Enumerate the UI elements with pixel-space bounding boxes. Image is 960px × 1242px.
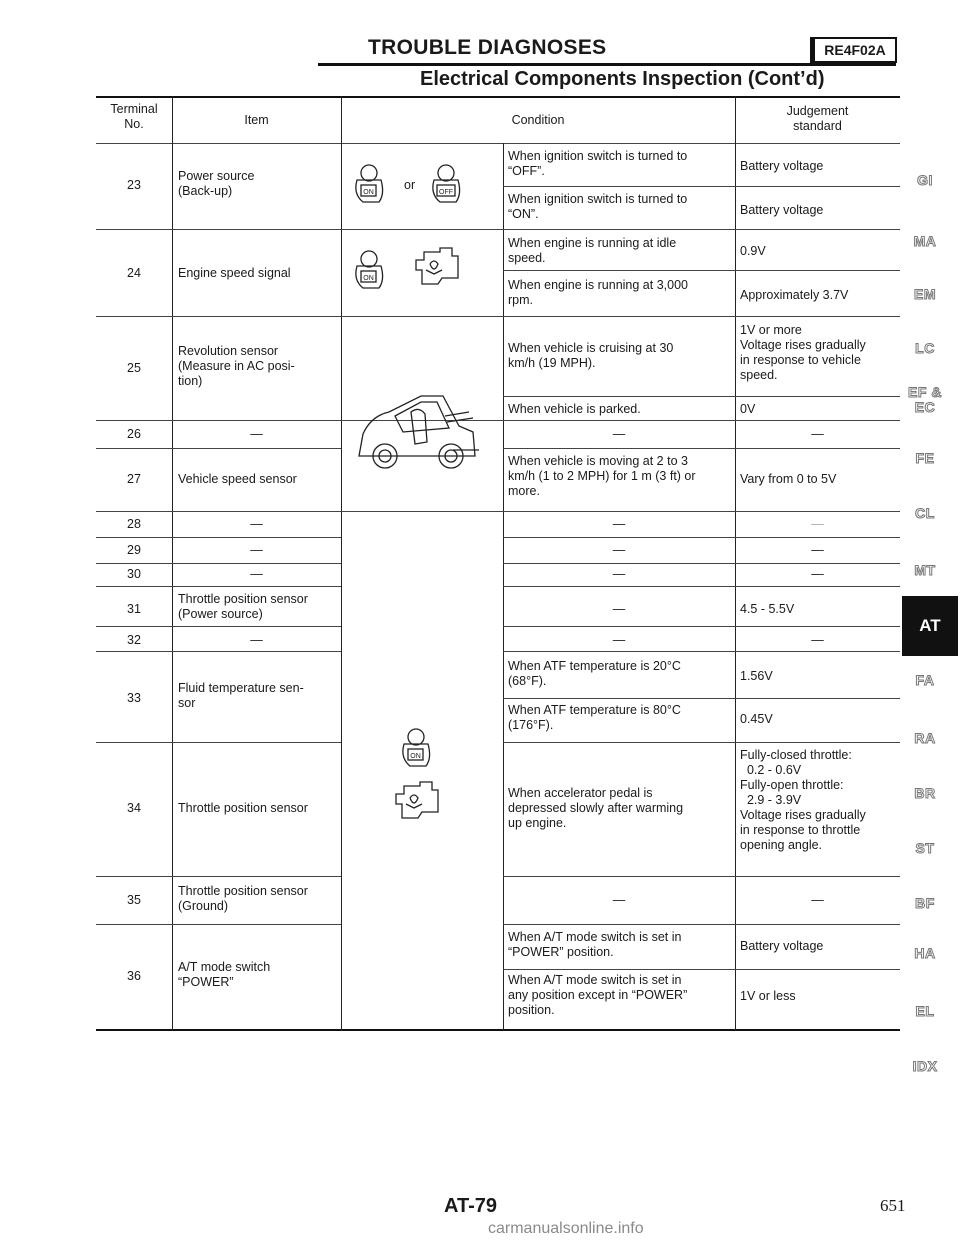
section-tab-st[interactable]: ST bbox=[915, 840, 935, 856]
ignition-on-icon bbox=[396, 724, 436, 770]
table-bottom-rule bbox=[96, 1029, 900, 1031]
judgement-text: — bbox=[811, 517, 824, 531]
page-title: TROUBLE DIAGNOSES bbox=[368, 36, 607, 59]
sub-row-rule bbox=[503, 969, 900, 970]
judgement-text: Battery voltage bbox=[740, 939, 824, 953]
judgement-text: 1V or more Voltage rises gradually in response to vehicle speed. bbox=[740, 323, 866, 382]
row-rule bbox=[503, 420, 900, 421]
judgement-text: 1V or less bbox=[740, 989, 796, 1003]
row-rule bbox=[503, 563, 900, 564]
condition-text: When ATF temperature is 80°C (176°F). bbox=[508, 703, 681, 732]
item-name: — bbox=[250, 567, 263, 581]
section-tab-cl[interactable]: CL bbox=[915, 505, 935, 521]
terminal-no: 34 bbox=[127, 801, 141, 815]
terminal-no: 25 bbox=[127, 361, 141, 375]
judgement-text: — bbox=[811, 567, 824, 581]
section-tab-em[interactable]: EM bbox=[914, 286, 936, 302]
judgement-text: — bbox=[811, 633, 824, 647]
terminal-no: 36 bbox=[127, 969, 141, 983]
judgement-text: 1.56V bbox=[740, 669, 773, 683]
row-rule bbox=[96, 448, 341, 449]
row-rule bbox=[503, 876, 900, 877]
engine-running-icon bbox=[392, 778, 442, 824]
section-tab-ra[interactable]: RA bbox=[914, 730, 936, 746]
condition-text: When ignition switch is turned to “ON”. bbox=[508, 192, 688, 221]
section-tab-ha[interactable]: HA bbox=[914, 945, 936, 961]
sequence-number: 651 bbox=[880, 1196, 906, 1215]
row-rule bbox=[96, 742, 341, 743]
terminal-no: 28 bbox=[127, 517, 141, 531]
ignition-on-icon bbox=[349, 246, 389, 292]
condition-text: — bbox=[612, 427, 626, 441]
section-tab-gi[interactable]: GI bbox=[917, 172, 933, 188]
section-tab-lc[interactable]: LC bbox=[915, 340, 935, 356]
condition-text: — bbox=[612, 543, 626, 557]
condition-text: When A/T mode switch is set in “POWER” position. bbox=[508, 930, 682, 959]
row-rule bbox=[96, 876, 341, 877]
row-rule bbox=[96, 651, 341, 652]
table-top-rule bbox=[96, 96, 900, 98]
terminal-no: 27 bbox=[127, 472, 141, 486]
condition-text: When vehicle is cruising at 30 km/h (19 MPH). bbox=[508, 341, 674, 370]
judgement-text: Battery voltage bbox=[740, 203, 824, 217]
judgement-text: 0V bbox=[740, 402, 756, 416]
judgement-text: 0.45V bbox=[740, 712, 773, 726]
engine-running-icon bbox=[412, 244, 462, 290]
judgement-text: — bbox=[811, 543, 824, 557]
row-rule bbox=[96, 229, 900, 230]
item-name: — bbox=[250, 633, 263, 647]
sub-row-rule bbox=[503, 270, 900, 271]
row-rule bbox=[503, 586, 900, 587]
section-tab-el[interactable]: EL bbox=[915, 1003, 935, 1019]
svg-text:ON: ON bbox=[363, 275, 374, 282]
row-rule bbox=[96, 511, 900, 512]
condition-text: — bbox=[612, 517, 626, 531]
ignition-off-icon bbox=[426, 160, 466, 206]
item-name: Engine speed signal bbox=[178, 266, 291, 280]
row-rule bbox=[96, 316, 900, 317]
section-tab-ma[interactable]: MA bbox=[913, 233, 937, 249]
ignition-on-icon bbox=[349, 160, 389, 206]
condition-text: — bbox=[612, 893, 626, 907]
condition-text: — bbox=[612, 602, 626, 616]
row-rule bbox=[503, 626, 900, 627]
svg-text:ON: ON bbox=[363, 189, 374, 196]
row-rule bbox=[96, 626, 341, 627]
item-name: — bbox=[250, 427, 263, 441]
sub-row-rule bbox=[503, 186, 900, 187]
terminal-no: 31 bbox=[127, 602, 141, 616]
svg-text:OFF: OFF bbox=[439, 189, 453, 196]
row-rule bbox=[503, 742, 900, 743]
item-name: — bbox=[250, 517, 263, 531]
judgement-text: Fully-closed throttle: 0.2 - 0.6V Fully-open throttle: 2.9 - 3.9V Voltage rises gradually in response to throttle opening angle. bbox=[740, 748, 866, 852]
condition-text: When A/T mode switch is set in any position except in “POWER” position. bbox=[508, 973, 688, 1017]
judgement-text: — bbox=[811, 427, 824, 441]
col-header-condition: Condition bbox=[511, 113, 565, 127]
terminal-no: 33 bbox=[127, 691, 141, 705]
terminal-no: 23 bbox=[127, 178, 141, 192]
row-rule bbox=[96, 537, 341, 538]
condition-text: — bbox=[612, 567, 626, 581]
terminal-no: 30 bbox=[127, 567, 141, 581]
row-rule bbox=[503, 537, 900, 538]
item-name: Throttle position sensor bbox=[178, 801, 308, 815]
item-name: Power source (Back-up) bbox=[178, 169, 255, 198]
section-tab-fa[interactable]: FA bbox=[915, 672, 935, 688]
row-rule bbox=[96, 563, 341, 564]
item-name: Throttle position sensor (Power source) bbox=[178, 592, 308, 621]
condition-text: When vehicle is parked. bbox=[508, 402, 641, 416]
judgement-text: Vary from 0 to 5V bbox=[740, 472, 837, 486]
terminal-no: 24 bbox=[127, 266, 141, 280]
col-header-item: Item bbox=[244, 113, 269, 127]
item-name: A/T mode switch “POWER” bbox=[178, 960, 271, 989]
row-rule bbox=[503, 448, 900, 449]
page-number-label: AT-79 bbox=[444, 1195, 497, 1217]
section-tab-fe[interactable]: FE bbox=[915, 450, 935, 466]
row-rule bbox=[503, 924, 900, 925]
item-name: Revolution sensor (Measure in AC posi- tion) bbox=[178, 344, 295, 388]
condition-text: When ignition switch is turned to “OFF”. bbox=[508, 149, 688, 178]
terminal-no: 35 bbox=[127, 893, 141, 907]
sub-row-rule bbox=[503, 698, 900, 699]
judgement-text: — bbox=[811, 893, 824, 907]
col-header-terminal: Terminal No. bbox=[110, 102, 158, 131]
header-rule bbox=[318, 63, 896, 66]
section-tab-idx[interactable]: IDX bbox=[912, 1058, 938, 1074]
section-tab-ef-ec[interactable]: EF & EC bbox=[908, 384, 942, 415]
row-rule bbox=[503, 651, 900, 652]
condition-text: When vehicle is moving at 2 to 3 km/h (1 to 2 MPH) for 1 m (3 ft) or more. bbox=[508, 454, 696, 498]
page-subtitle: Electrical Components Inspection (Cont’d) bbox=[420, 68, 825, 90]
condition-text: When accelerator pedal is depressed slowly after warming up engine. bbox=[508, 786, 684, 830]
or-label: or bbox=[404, 178, 416, 192]
row-rule bbox=[96, 924, 341, 925]
terminal-no: 32 bbox=[127, 633, 141, 647]
section-tab-br[interactable]: BR bbox=[914, 785, 936, 801]
section-tab-bf[interactable]: BF bbox=[915, 895, 935, 911]
item-name: Throttle position sensor (Ground) bbox=[178, 884, 308, 913]
inspection-table bbox=[96, 96, 900, 1031]
vehicle-driving-icon bbox=[349, 386, 483, 476]
condition-text: — bbox=[612, 633, 626, 647]
row-rule bbox=[96, 586, 341, 587]
condition-text: When engine is running at idle speed. bbox=[508, 236, 677, 265]
svg-text:ON: ON bbox=[410, 753, 421, 760]
col-header-judgement: Judgement standard bbox=[786, 104, 849, 133]
sub-row-rule bbox=[503, 396, 900, 397]
section-code-badge: RE4F02A bbox=[810, 37, 897, 63]
section-tab-mt[interactable]: MT bbox=[914, 562, 936, 578]
header-bottom-rule bbox=[96, 143, 900, 144]
watermark-text: carmanualsonline.info bbox=[488, 1220, 644, 1237]
judgement-text: 4.5 - 5.5V bbox=[740, 602, 795, 616]
item-name: Fluid temperature sen- sor bbox=[178, 681, 304, 710]
judgement-text: 0.9V bbox=[740, 244, 766, 258]
condition-text: When engine is running at 3,000 rpm. bbox=[508, 278, 688, 307]
terminal-no: 26 bbox=[127, 427, 141, 441]
section-tab-at-active[interactable]: AT bbox=[902, 596, 958, 656]
terminal-no: 29 bbox=[127, 543, 141, 557]
condition-text: When ATF temperature is 20°C (68°F). bbox=[508, 659, 681, 688]
judgement-text: Battery voltage bbox=[740, 159, 824, 173]
judgement-text: Approximately 3.7V bbox=[740, 288, 849, 302]
item-name: Vehicle speed sensor bbox=[178, 472, 297, 486]
col-divider-2 bbox=[341, 96, 342, 1031]
item-name: — bbox=[250, 543, 263, 557]
